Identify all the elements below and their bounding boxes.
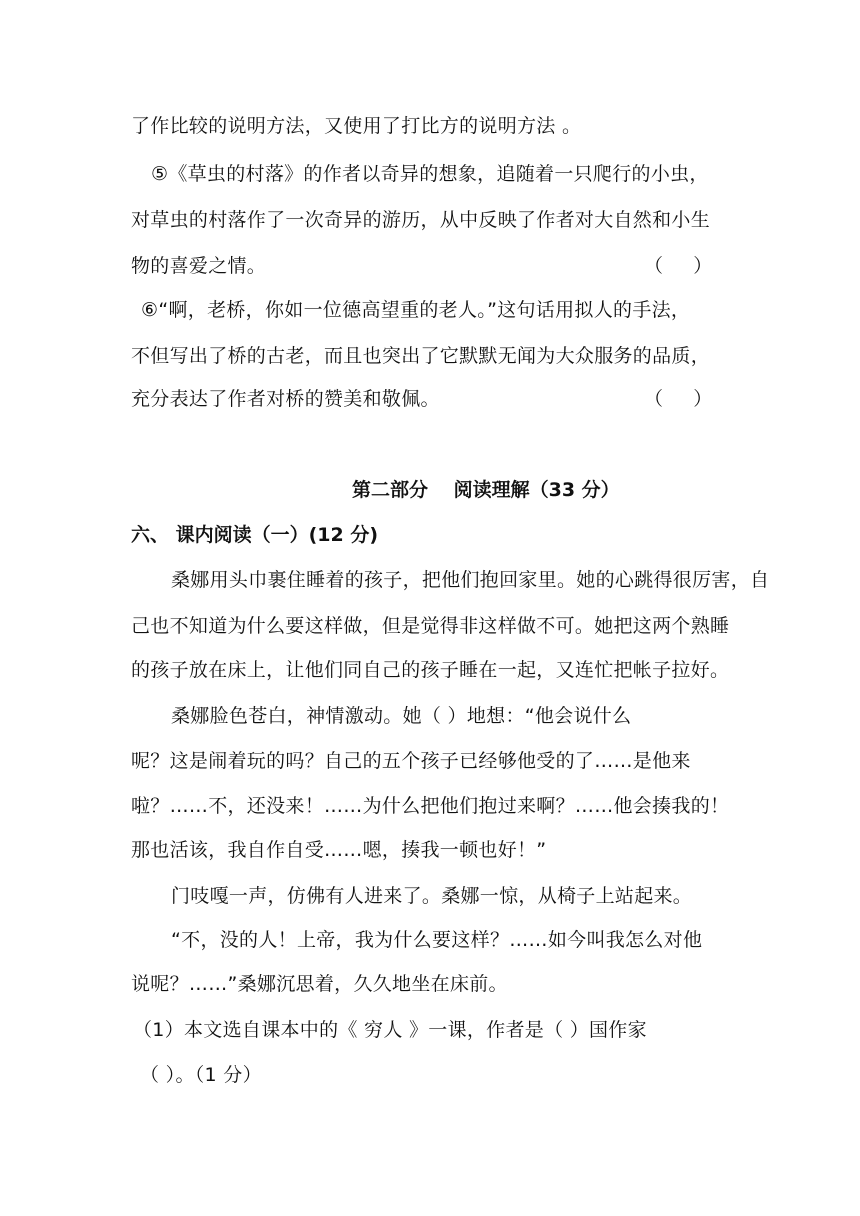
passage-p1-line-3: 的孩子放在床上，让他们同自己的孩子睡在一起，又连忙把帐子拉好。 (131, 659, 730, 681)
judge-item-4-continuation: 了作比较的说明方法，又使用了打比方的说明方法 。 (131, 115, 582, 137)
judge-item-5-answer-blank[interactable]: （ ） (644, 255, 713, 277)
passage-p2-line-3: 啦？……不，还没来！……为什么把他们抱过来啊？……他会揍我的！ (131, 795, 730, 817)
question-1-line-1: （1）本文选自课本中的《 穷人 》一课，作者是（ ）国作家 (133, 1019, 647, 1041)
passage-p4-line-1: “不，没的人！上帝，我为什么要这样？……如今叫我怎么对他 (171, 929, 703, 951)
section-six-title: 六、 课内阅读（一）(12 分) (131, 524, 379, 546)
passage-p2-line-1: 桑娜脸色苍白，神情激动。她（ ）地想：“他会说什么 (171, 705, 632, 727)
passage-p4-line-2: 说呢？……”桑娜沉思着，久久地坐在床前。 (131, 973, 508, 995)
part-two-title: 第二部分 阅读理解（33 分） (352, 479, 620, 501)
judge-item-6-answer-blank[interactable]: （ ） (644, 388, 713, 410)
judge-item-6-line-2: 不但写出了桥的古老，而且也突出了它默默无闻为大众服务的品质， (131, 345, 711, 367)
judge-item-6-line-3: 充分表达了作者对桥的赞美和敬佩。 (131, 388, 440, 410)
judge-item-5-line-3: 物的喜爱之情。 (131, 255, 267, 277)
passage-p3-line-1: 门吱嘎一声，仿佛有人进来了。桑娜一惊，从椅子上站起来。 (171, 885, 693, 907)
judge-item-6-line-1: ⑥“啊，老桥，你如一位德高望重的老人。”这句话用拟人的手法， (141, 299, 691, 321)
judge-item-5-line-1: ⑤《草虫的村落》的作者以奇异的想象，追随着一只爬行的小虫， (151, 163, 709, 185)
passage-p1-line-2: 己也不知道为什么要这样做，但是觉得非这样做不可。她把这两个熟睡 (131, 615, 730, 637)
passage-p1-line-1: 桑娜用头巾裹住睡着的孩子，把他们抱回家里。她的心跳得很厉害，自 (171, 569, 770, 591)
passage-p2-line-2: 呢？这是闹着玩的吗？自己的五个孩子已经够他受的了……是他来 (131, 750, 691, 772)
judge-item-5-line-2: 对草虫的村落作了一次奇异的游历，从中反映了作者对大自然和小生 (131, 209, 711, 231)
question-1-line-2: （ ）。（1 分） (140, 1064, 262, 1086)
passage-p2-line-4: 那也活该，我自作自受……嗯，揍我一顿也好！” (131, 839, 547, 861)
